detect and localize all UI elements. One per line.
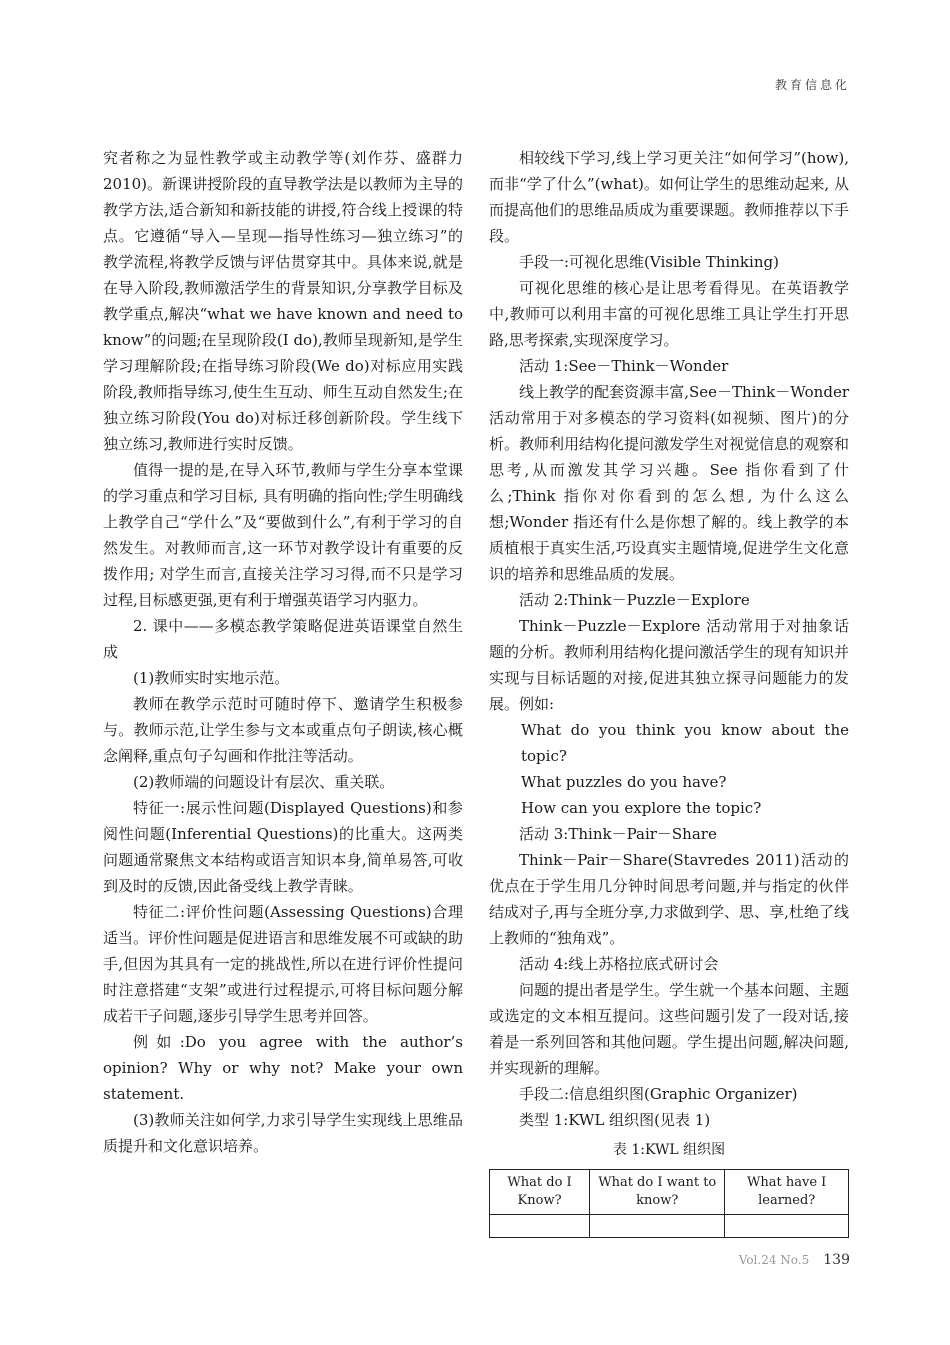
subheading: (2)教师端的问题设计有层次、重关联。 — [133, 773, 395, 791]
journal-header: 教育信息化 — [774, 78, 850, 92]
page-number: 139 — [823, 1252, 850, 1268]
paragraph: 可视化思维的核心是让思考看得见。在英语教学中,教师可以利用丰富的可视化思维工具让学生打开思路,思考探索,实现深度学习。 — [489, 279, 849, 349]
section-heading: 2. 课中——多模态教学策略促进英语课堂自然生成 — [103, 617, 463, 661]
table-row — [490, 1215, 849, 1238]
table-header-row — [490, 1170, 849, 1215]
paragraph: 特征二:评价性问题(Assessing Questions)合理适当。评价性问题是促进语言和思维发展不可或缺的助手,但因为其具有一定的挑战性,所以在进行评价性提问时注意搭建“支架”或进行过程提示,可将目标问题分解成若干子问题,逐步引导学生思考并回答。 — [103, 903, 464, 1025]
paragraph: Think－Puzzle－Explore 活动常用于对抽象话题的分析。教师利用结构化提问激活学生的现有知识并实现与目标话题的对接,促进其独立探寻问题能力的发展。例如: — [489, 617, 850, 713]
example-question: What puzzles do you have? — [521, 773, 727, 791]
subheading: 手段一:可视化思维(Visible Thinking) — [519, 253, 779, 271]
table-cell — [590, 1215, 725, 1238]
subheading: 手段二:信息组织图(Graphic Organizer) — [519, 1085, 798, 1103]
paragraph: Think－Pair－Share(Stavredes 2011)活动的优点在于学生用几分钟时间思考问题,并与指定的伙伴结成对子,再与全班分享,力求做到学、思、享,杜绝了线上教师的“独角戏”。 — [489, 851, 849, 947]
right-column — [489, 145, 849, 1238]
table-cell — [490, 1215, 590, 1238]
table-header-cell: What do I Know? — [490, 1170, 590, 1215]
paragraph: 线上教学的配套资源丰富,See－Think－Wonder 活动常用于对多模态的学习资料(如视频、图片)的分析。教师利用结构化提问激发学生对视觉信息的观察和思考,从而激发其学习兴趣。See 指你看到了什么;Think 指你对你看到的怎么想, 为什么这么想;Wonder 指还有什么是你想了解的。线上教学的本质植根于真实生活,巧设真实主题情境,促进学生文化意识的培养和思维品质的发展。 — [489, 383, 850, 583]
paragraph: 值得一提的是,在导入环节,教师与学生分享本堂课的学习重点和学习目标, 具有明确的指向性;学生明确线上教学自己“学什么”及“要做到什么”,有利于学习的自然发生。对教师而言,这一环节对教学设计有重要的反拨作用; 对学生而言,直接关注学习习得,而不只是学习过程,目标感更强,更有利于增强英语学习内驱力。 — [103, 461, 463, 609]
left-column — [103, 145, 463, 1159]
subheading: (1)教师实时实地示范。 — [133, 669, 290, 687]
paragraph: 问题的提出者是学生。学生就一个基本问题、主题或选定的文本相互提问。这些问题引发了一段对话,接着是一系列回答和其他问题。学生提出问题,解决问题,并实现新的理解。 — [489, 981, 850, 1077]
subheading: 活动 3:Think－Pair－Share — [519, 825, 717, 843]
subheading: 活动 4:线上苏格拉底式研讨会 — [519, 955, 719, 973]
table-header-cell: What do I want to know? — [590, 1170, 725, 1215]
paragraph: 例如:Do you agree with the author’s opinion? Why or why not? Make your own statement. — [103, 1033, 463, 1103]
subheading: 活动 2:Think－Puzzle－Explore — [519, 591, 750, 609]
kwl-table — [489, 1169, 849, 1238]
table-cell — [725, 1215, 849, 1238]
subheading: (3)教师关注如何学,力求引导学生实现线上思维品质提升和文化意识培养。 — [103, 1111, 463, 1155]
volume-info: Vol.24 No.5 — [738, 1253, 810, 1267]
paragraph: 究者称之为显性教学或主动教学等(刘作芬、盛群力 2010)。新课讲授阶段的直导教学法是以教师为主导的教学方法,适合新知和新技能的讲授,符合线上授课的特点。它遵循“导入—呈现—指导性练习—独立练习”的教学流程,将教学反馈与评估贯穿其中。具体来说,就是在导入阶段,教师激活学生的背景知识,分享教学目标及教学重点,解决“what we have known and need to know”的问题;在呈现阶段(I do),教师呈现新知,是学生学习理解阶段;在指导练习阶段(We do)对标应用实践阶段,教师指导练习,使生生互动、师生互动自然发生;在独立练习阶段(You do)对标迁移创新阶段。学生线下独立练习,教师进行实时反馈。 — [103, 149, 463, 453]
table-header-cell: What have I learned? — [725, 1170, 849, 1215]
paragraph: 教师在教学示范时可随时停下、邀请学生积极参与。教师示范,让学生参与文本或重点句子朗读,核心概念阐释,重点句子勾画和作批注等活动。 — [103, 695, 463, 765]
example-question: What do you think you know about the topic? — [521, 721, 849, 765]
table-caption: 表 1:KWL 组织图 — [612, 1142, 726, 1158]
example-question: How can you explore the topic? — [521, 799, 762, 817]
page-footer — [739, 1252, 850, 1268]
paragraph: 特征一:展示性问题(Displayed Questions)和参阅性问题(Inferential Questions)的比重大。这两类问题通常聚焦文本结构或语言知识本身,简单易答,可收到及时的反馈,因此备受线上教学青睐。 — [103, 799, 463, 895]
subheading: 活动 1:See－Think－Wonder — [519, 357, 729, 375]
subheading: 类型 1:KWL 组织图(见表 1) — [519, 1111, 711, 1129]
paragraph: 相较线下学习,线上学习更关注“如何学习”(how),而非“学了什么”(what)。如何让学生的思维动起来, 从而提高他们的思维品质成为重要课题。教师推荐以下手段。 — [489, 149, 850, 245]
